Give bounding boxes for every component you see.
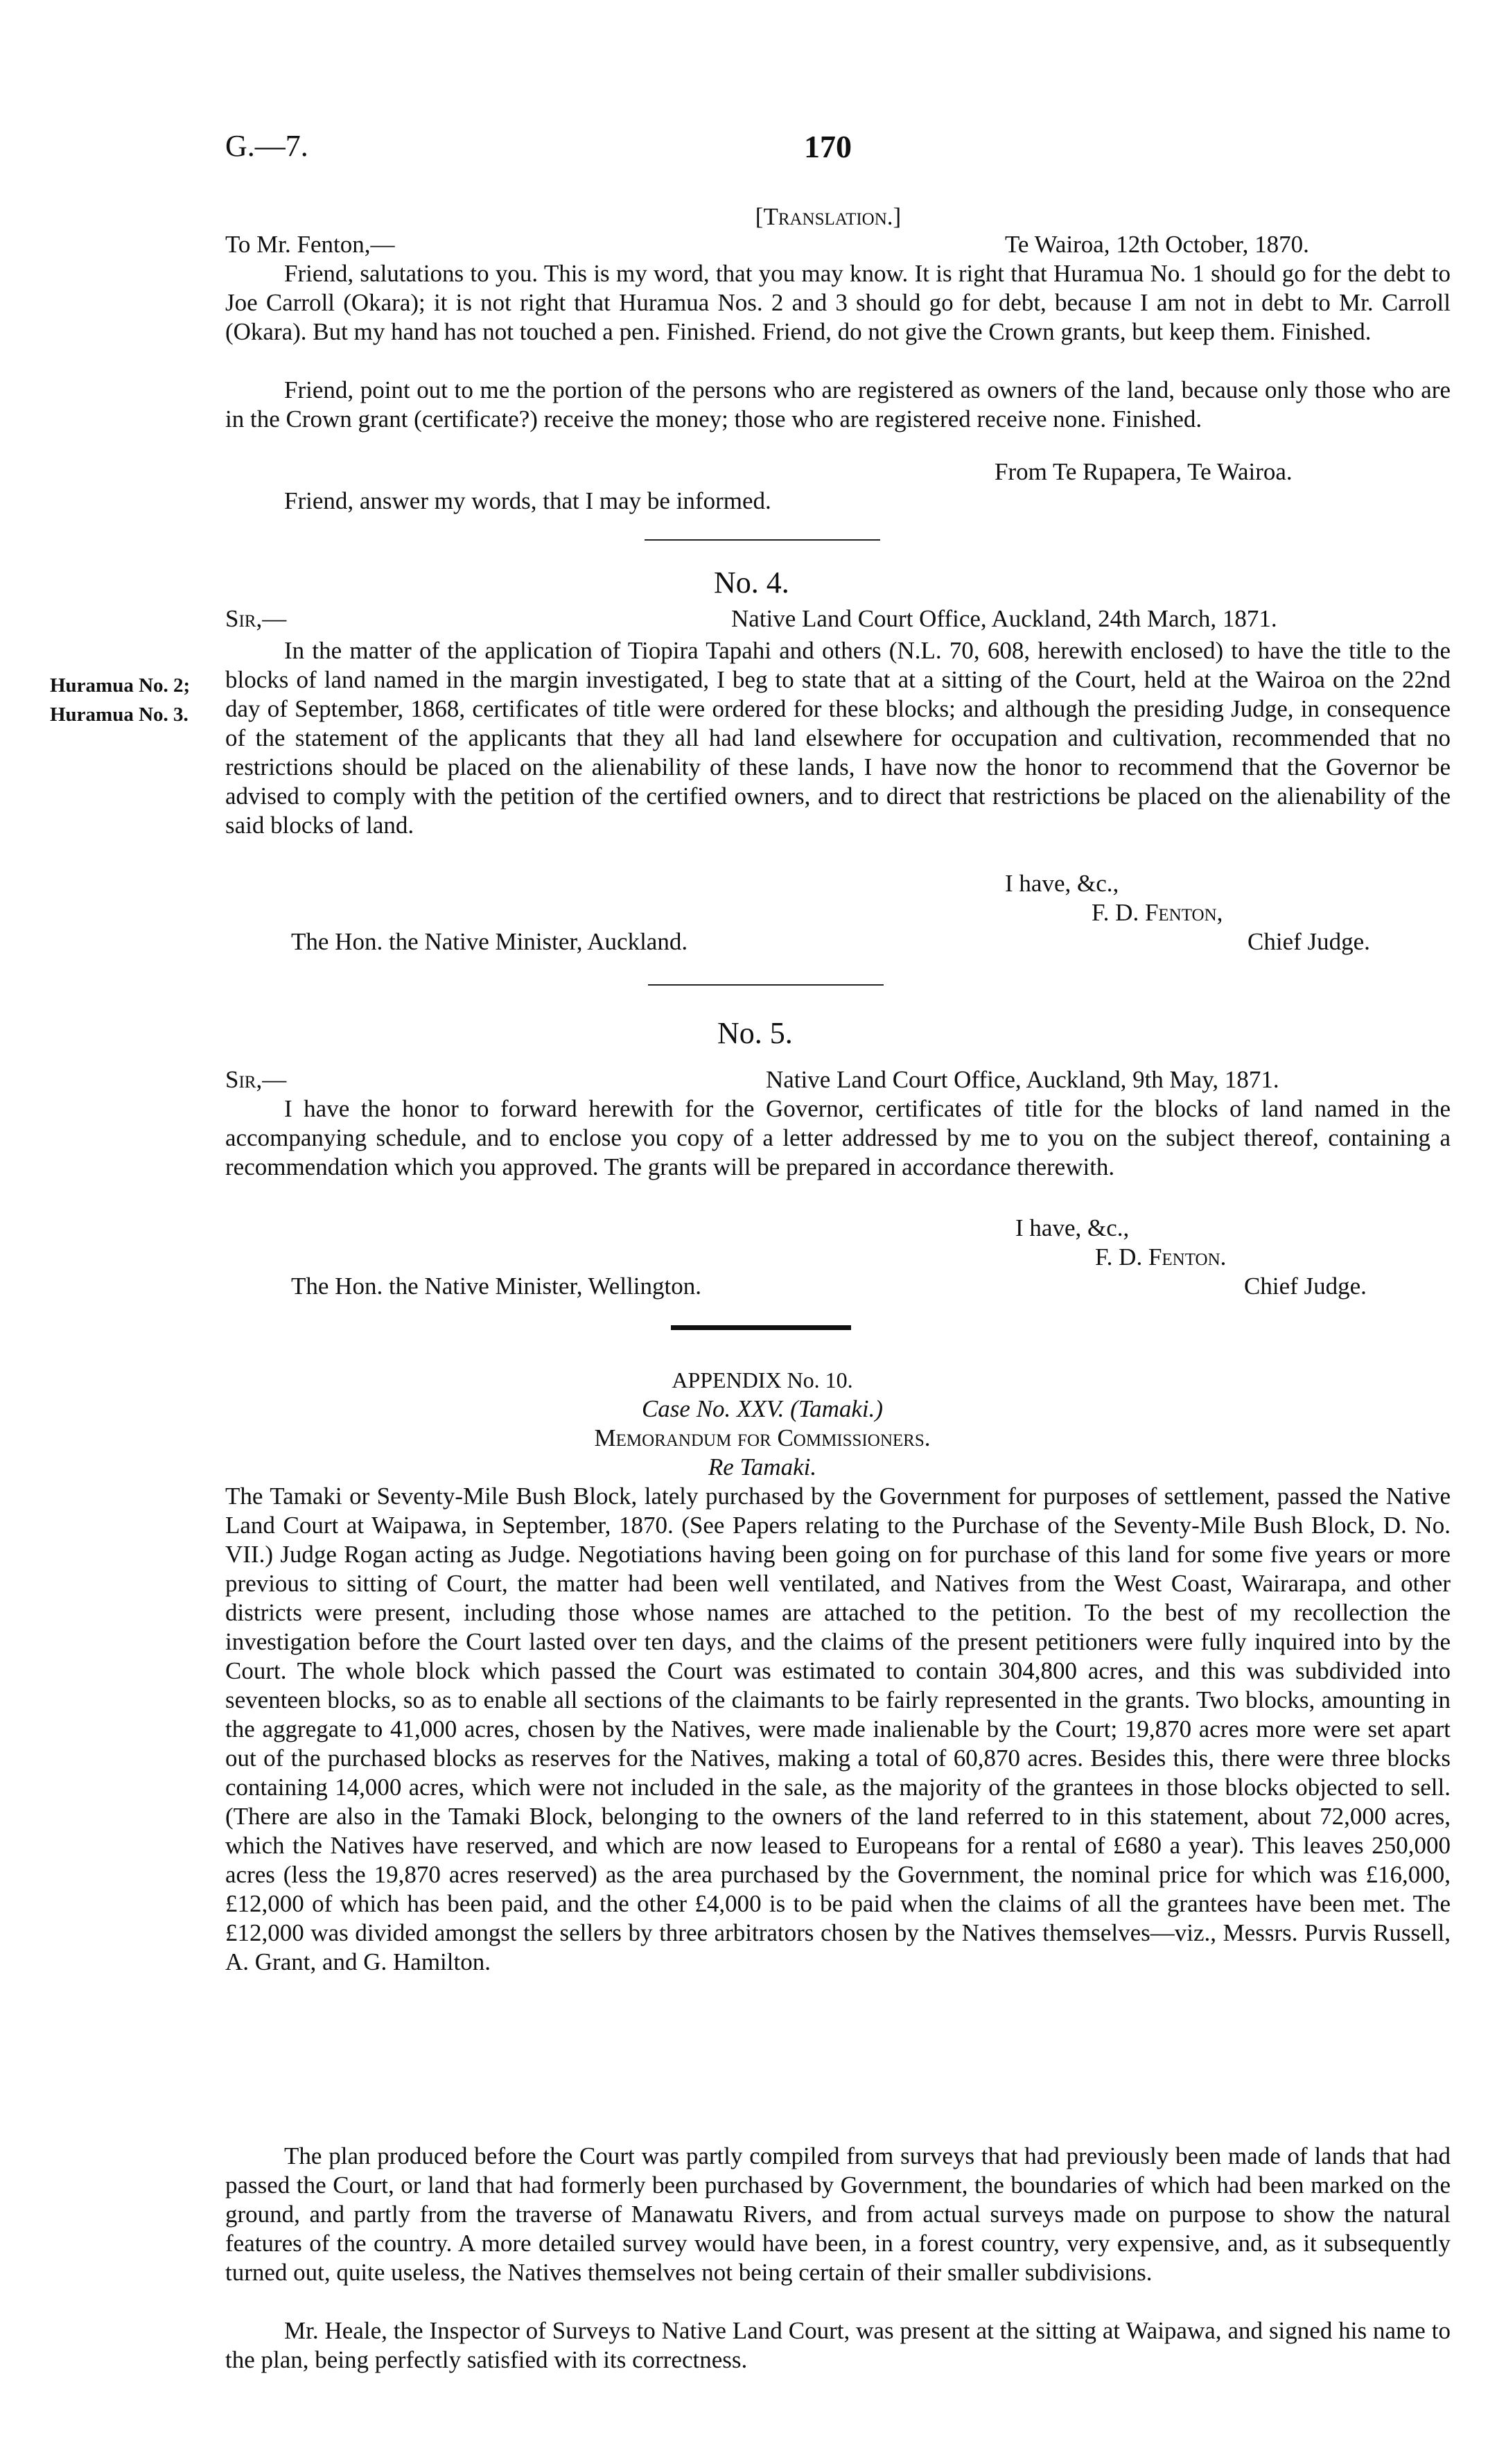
margin-note-huramua-3: Huramua No. 3. bbox=[50, 704, 189, 726]
no4-heading: No. 4. bbox=[714, 566, 789, 600]
page-number: 170 bbox=[804, 129, 852, 164]
no5-title: Chief Judge. bbox=[1244, 1273, 1367, 1300]
no4-signature: F. D. Fenton, bbox=[1092, 899, 1223, 926]
translation-closing: Friend, answer my words, that I may be informed. bbox=[284, 487, 771, 514]
translation-addressee: To Mr. Fenton,— bbox=[225, 231, 395, 258]
translation-place-date: Te Wairoa, 12th October, 1870. bbox=[1005, 231, 1309, 258]
no4-sign-off: I have, &c., bbox=[1005, 870, 1119, 897]
no4-title: Chief Judge. bbox=[1247, 928, 1370, 955]
appendix-divider bbox=[671, 1325, 851, 1330]
document-reference: G.—7. bbox=[225, 129, 308, 163]
no5-heading: No. 5. bbox=[717, 1016, 793, 1050]
appendix-paragraph-1: The Tamaki or Seventy-Mile Bush Block, lately purchased by the Government for purposes of settlement, passed the Native Land Court at Waipawa, in September, 1870. (See Papers relating to the Purchase of the Seventy-Mile Bush Block, D. No. VII.) Judge Rogan acting as Judge. Negotiations having been going on for purchase of this land for some five years or more previous to sitting of Court, the matter had been well ventilated, and Natives from the West Coast, Wairarapa, and other districts were present, including those whose names are attached to the petition. To the best of my recollection the investigation before the Court lasted over ten days, and the claims of the present petitioners were fully inquired into by the Court. The whole block which passed the Court was estimated to contain 304,800 acres, and this was subdivided into seventeen blocks, so as to enable all sections of the claimants to be fairly represented in the grants. Two blocks, amounting in the aggregate to 41,000 acres, chosen by the Natives, were made inalienable by the Court; 19,870 acres more were set apart out of the purchased blocks as reserves for the Natives, making a total of 60,870 acres. Besides this, there were three blocks containing 14,000 acres, which were not included in the sale, as the majority of the grantees in those blocks objected to sell. (There are also in the Tamaki Block, belonging to the owners of the land referred to in this statement, about 72,000 acres, which the Natives have reserved, and which are now leased to Europeans for a rental of £680 a year). This leaves 250,000 acres (less the 19,870 acres reserved) as the area purchased by the Government, the nominal price for which was £16,000, £12,000 of which has been paid, and the other £4,000 is to be paid when the claims of all the grantees have been met. The £12,000 was divided amongst the sellers by three arbitrators chosen by the Natives themselves—viz., Messrs. Purvis Russell, A. Grant, and G. Hamilton. bbox=[225, 1483, 1451, 1975]
translation-label: [Translation.] bbox=[755, 203, 902, 230]
appendix-heading: APPENDIX No. 10. bbox=[672, 1368, 853, 1392]
appendix-re-text: Re Tamaki. bbox=[708, 1453, 817, 1480]
translation-paragraph-2: Friend, point out to me the portion of the persons who are registered as owners of the land, because only those who are in the Crown grant (certificate?) receive the money; those who are registered receive none. Finished. bbox=[225, 376, 1451, 432]
translation-from: From Te Rupapera, Te Wairoa. bbox=[995, 458, 1293, 485]
no5-salutation: Sir,— bbox=[225, 1066, 287, 1093]
appendix-case-text: Case No. XXV. (Tamaki.) bbox=[641, 1395, 884, 1422]
margin-note-huramua-2: Huramua No. 2; bbox=[50, 674, 191, 697]
no4-salutation: Sir,— bbox=[225, 605, 287, 632]
translation-paragraph-1: Friend, salutations to you. This is my word, that you may know. It is right that Huramua No. 1 should go for the debt to Joe Carroll (Okara); it is not right that Huramua Nos. 2 and 3 should go for debt, because I am not in debt to Mr. Carroll (Okara). But my hand has not touched a pen. Finished. Friend, do not give the Crown grants, but keep them. Finished. bbox=[225, 260, 1451, 345]
appendix-paragraph-2: The plan produced before the Court was partly compiled from surveys that had previously been made of lands that had passed the Court, or land that had formerly been purchased by Government, the boundaries of which had been marked on the ground, and partly from the traverse of Manawatu Rivers, and from actual surveys made on purpose to show the natural features of the country. A more detailed survey would have been, in a forest country, very expensive, and, as it subsequently turned out, quite useless, the Natives themselves not being certain of their smaller subdivisions. bbox=[225, 2142, 1451, 2286]
no5-signature: F. D. Fenton. bbox=[1095, 1243, 1227, 1270]
no5-body: I have the honor to forward herewith for the Governor, certificates of title for the blocks of land named in the accompanying schedule, and to enclose you copy of a letter addressed by me to you on the subject thereof, containing a recommendation which you approved. The grants will be prepared in accordance therewith. bbox=[225, 1095, 1451, 1180]
no4-body: In the matter of the application of Tiopira Tapahi and others (N.L. 70, 608, herewith enclosed) to have the title to the blocks of land named in the margin investigated, I beg to state that at a sitting of the Court, held at the Wairoa on the 22nd day of September, 1868, certificates of title were ordered for these blocks; and although the presiding Judge, in consequence of the statement of the applicants that they all had land elsewhere for occupation and cultivation, recommended that no restrictions should be placed on the alienability of these lands, I have now the honor to recommend that the Governor be advised to comply with the petition of the certified owners, and to direct that restrictions be placed on the alienability of the said blocks of land. bbox=[225, 637, 1451, 839]
appendix-case bbox=[554, 1395, 970, 1424]
appendix-paragraph-3: Mr. Heale, the Inspector of Surveys to Native Land Court, was present at the sitting at Waipawa, and signed his name to the plan, being perfectly satisfied with its correctness. bbox=[225, 2317, 1451, 2373]
no4-addressee: The Hon. the Native Minister, Auckland. bbox=[291, 928, 688, 955]
no4-place-date: Native Land Court Office, Auckland, 24th March, 1871. bbox=[731, 605, 1277, 632]
appendix-memo: Memorandum for Commissioners. bbox=[594, 1424, 931, 1451]
no5-place-date: Native Land Court Office, Auckland, 9th May, 1871. bbox=[766, 1066, 1279, 1093]
no5-addressee: The Hon. the Native Minister, Wellington. bbox=[291, 1273, 701, 1300]
appendix-re bbox=[624, 1453, 901, 1482]
section-divider bbox=[645, 539, 880, 541]
section-divider bbox=[648, 984, 884, 986]
no5-sign-off: I have, &c., bbox=[1015, 1214, 1130, 1241]
